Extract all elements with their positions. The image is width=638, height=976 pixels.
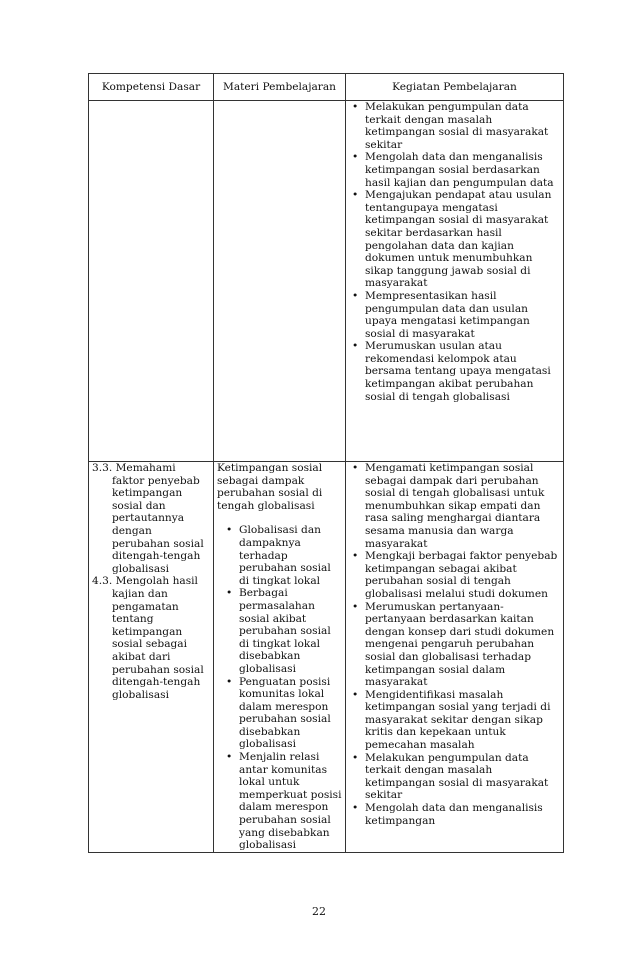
kegiatan-list xyxy=(349,462,560,827)
kompetensi-cell xyxy=(89,462,214,853)
header-kompetensi-dasar: Kompetensi Dasar xyxy=(89,74,214,101)
materi-cell xyxy=(214,462,346,853)
list-item: • Mengidentifikasi masalah ketimpangan sosial yang terjadi di masyarakat sekitar dengan sikap kritis dan kepekaan untuk pemecahan masalah xyxy=(349,689,560,752)
list-item: • Mengajukan pendapat atau usulan tentangupaya mengatasi ketimpangan sosial di masyarakat sekitar berdasarkan hasil pengolahan data dan kajian dokumen untuk menumbuhkan sikap tanggung jawab sosial di masyarakat xyxy=(349,189,560,290)
materi-list xyxy=(223,524,342,851)
list-item: • Mengolah data dan menganalisis ketimpangan sosial berdasarkan hasil kajian dan pengumpulan data xyxy=(349,151,560,189)
list-item: • Melakukan pengumpulan data terkait dengan masalah ketimpangan sosial di masyarakat sekitar xyxy=(349,101,560,151)
kegiatan-cell xyxy=(346,101,564,462)
list-item: • Globalisasi dan dampaknya terhadap perubahan sosial di tingkat lokal xyxy=(223,524,342,587)
kegiatan-list xyxy=(349,101,560,403)
list-item: • Mengkaji berbagai faktor penyebab ketimpangan sebagai akibat perubahan sosial di tengah globalisasi melalui studi dokumen xyxy=(349,550,560,600)
page-number: 22 xyxy=(312,905,326,918)
header-kegiatan-pembelajaran: Kegiatan Pembelajaran xyxy=(346,74,564,101)
list-item: • Merumuskan usulan atau rekomendasi kelompok atau bersama tentang upaya mengatasi ketimpangan akibat perubahan sosial di tengah globalisasi xyxy=(349,340,560,403)
list-item: • Berbagai permasalahan sosial akibat perubahan sosial di tingkat lokal disebabkan globalisasi xyxy=(223,587,342,675)
list-item: • Melakukan pengumpulan data terkait dengan masalah ketimpangan sosial di masyarakat sekitar xyxy=(349,752,560,802)
table-row-2 xyxy=(89,462,564,853)
kompetensi-cell-empty xyxy=(89,101,214,462)
materi-intro: Ketimpangan sosial sebagai dampak perubahan sosial di tengah globalisasi xyxy=(217,462,323,512)
list-item: • Mempresentasikan hasil pengumpulan data dan usulan upaya mengatasi ketimpangan sosial di masyarakat xyxy=(349,290,560,340)
table-row-1 xyxy=(89,101,564,462)
list-item: • Mengolah data dan menganalisis ketimpangan xyxy=(349,802,560,827)
table-header-row xyxy=(89,74,564,101)
kompetensi-3-3: 3.3. Memahami faktor penyebab ketimpangan sosial dan pertautannya dengan perubahan sosial ditengah-tengah globalisasi xyxy=(92,462,204,575)
curriculum-table xyxy=(88,73,564,853)
list-item: • Menjalin relasi antar komunitas lokal untuk memperkuat posisi dalam merespon perubahan sosial yang disebabkan globalisasi xyxy=(223,751,342,852)
materi-cell-empty xyxy=(214,101,346,462)
list-item: • Merumuskan pertanyaan-pertanyaan berdasarkan kaitan dengan konsep dari studi dokumen mengenai pengaruh perubahan sosial dan globalisasi terhadap ketimpangan sosial dalam masyarakat xyxy=(349,601,560,689)
list-item: • Penguatan posisi komunitas lokal dalam merespon perubahan sosial disebabkan globalisasi xyxy=(223,676,342,752)
kegiatan-cell xyxy=(346,462,564,853)
kompetensi-4-3: 4.3. Mengolah hasil kajian dan pengamatan tentang ketimpangan sosial sebagai akibat dari perubahan sosial ditengah-tengah globalisasi xyxy=(92,575,204,701)
list-item: • Mengamati ketimpangan sosial sebagai dampak dari perubahan sosial di tengah globalisasi untuk menumbuhkan sikap empati dan rasa saling menghargai diantara sesama manusia dan warga masyarakat xyxy=(349,462,560,550)
header-materi-pembelajaran: Materi Pembelajaran xyxy=(214,74,346,101)
